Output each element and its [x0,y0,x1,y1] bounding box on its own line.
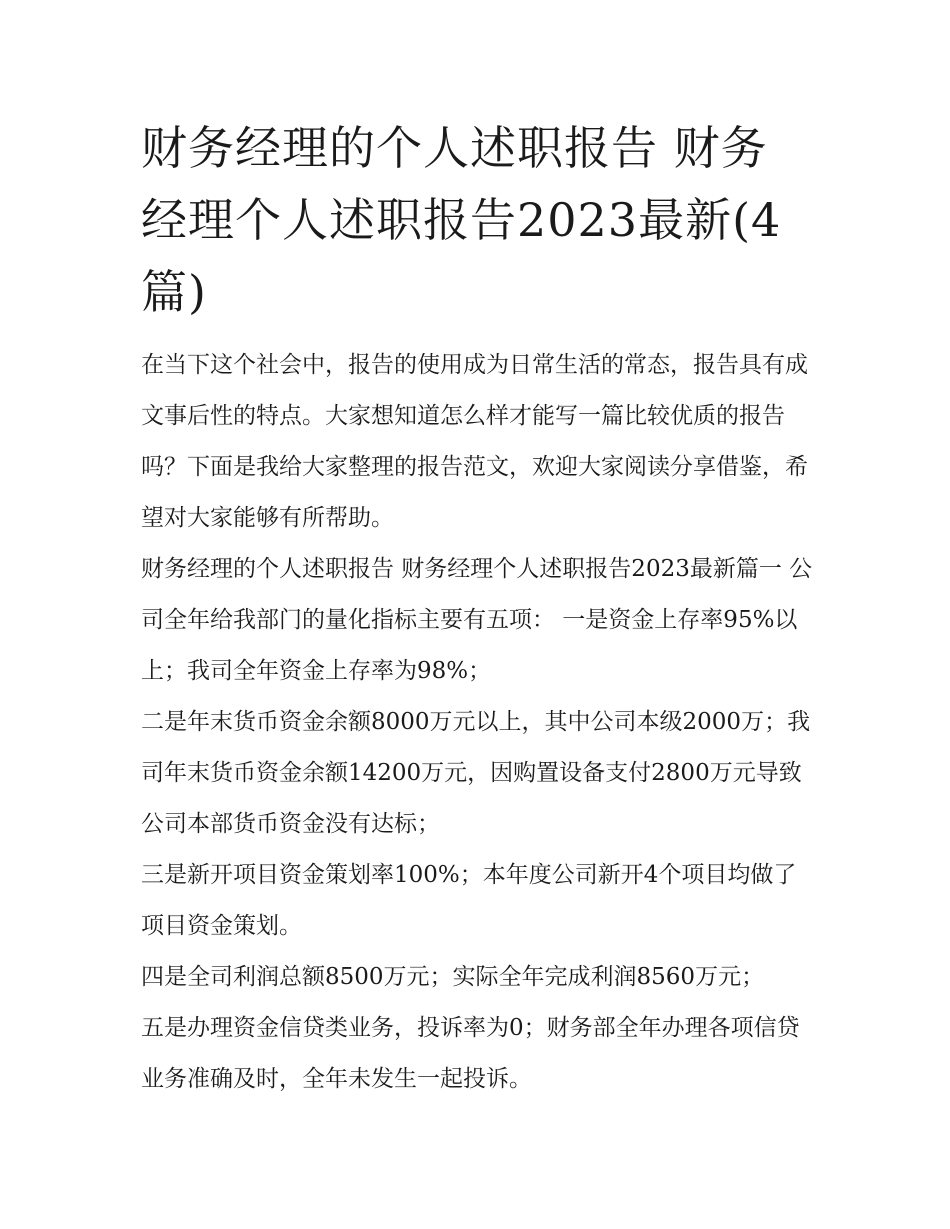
report-paragraph-1: 财务经理的个人述职报告 财务经理个人述职报告2023最新篇一 公司全年给我部门的量化指标主要有五项： 一是资金上存率95%以上；我司全年资金上存率为98%； [141,556,813,684]
report-paragraph-2: 二是年末货币资金余额8000万元以上，其中公司本级2000万；我司年末货币资金余额14200万元，因购置设备支付2800万元导致公司本部货币资金没有达标； [141,709,811,837]
report-paragraph-5: 五是办理资金信贷类业务，投诉率为0；财务部全年办理各项信贷业务准确及时，全年未发生一起投诉。 [141,1015,800,1092]
intro-paragraph: 在当下这个社会中，报告的使用成为日常生活的常态，报告具有成文事后性的特点。大家想知道怎么样才能写一篇比较优质的报告吗？下面是我给大家整理的报告范文，欢迎大家阅读分享借鉴，希望对大家能够有所帮助。 [141,352,808,531]
document-title: 财务经理的个人述职报告 财务经理个人述职报告2023最新(4篇) [141,121,782,319]
document-body [141,112,813,1105]
report-paragraph-3: 三是新开项目资金策划率100%；本年度公司新开4个项目均做了项目资金策划。 [141,862,797,939]
report-paragraph-4: 四是全司利润总额8500万元；实际全年完成利润8560万元； [141,964,765,990]
